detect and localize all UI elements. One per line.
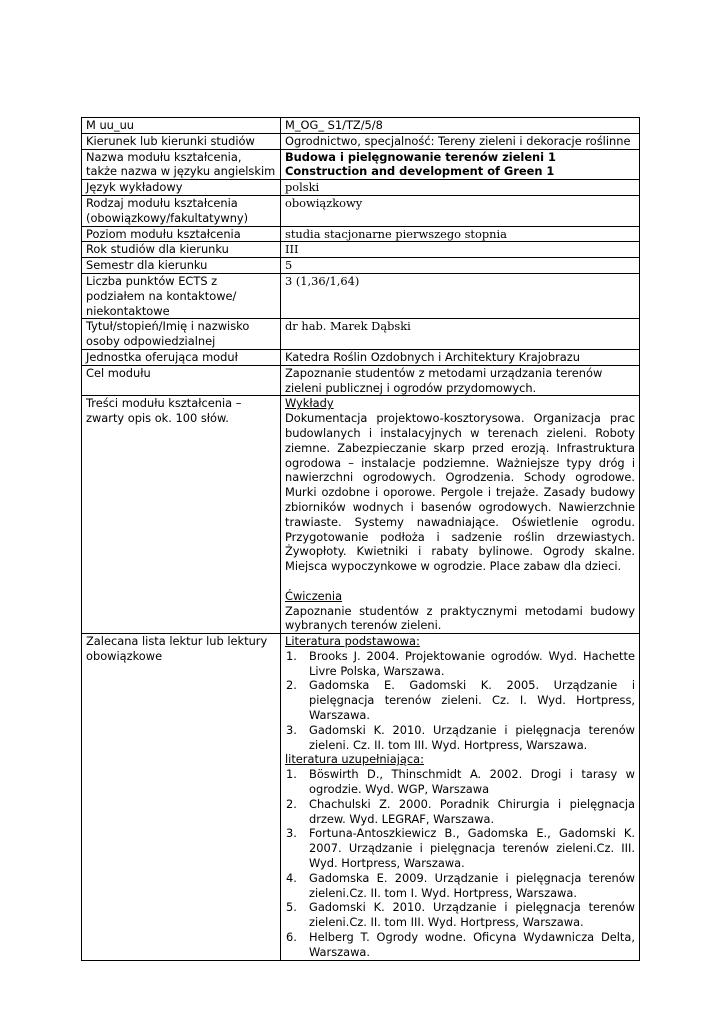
table-row <box>82 195 640 226</box>
row-label: Zalecana lista lektur lub lektury obowiązkowe <box>82 634 281 961</box>
ects-points: 3 (1,36/1,64) <box>281 273 640 318</box>
table-row <box>82 258 640 274</box>
offering-unit: Katedra Roślin Ozdobnych i Architektury Krajobrazu <box>281 349 640 365</box>
exercises-heading: Ćwiczenia <box>285 588 343 603</box>
list-item: 1. Böswirth D., Thinschmidt A. 2002. Drogi i tarasy w ogrodzie. Wyd. WGP, Warszawa <box>286 767 635 797</box>
row-label: Poziom modułu kształcenia <box>82 226 281 242</box>
table-row <box>82 396 640 634</box>
row-label: Semestr dla kierunku <box>82 258 281 274</box>
teaching-language: polski <box>281 180 640 196</box>
table-row <box>82 242 640 258</box>
row-label: Rodzaj modułu kształcenia (obowiązkowy/fakultatywny) <box>82 195 281 226</box>
study-year: III <box>281 242 640 258</box>
row-label: Tytuł/stopień/Imię i nazwisko osoby odpowiedzialnej <box>82 319 281 350</box>
row-label: Nazwa modułu kształcenia, także nazwa w języku angielskim <box>82 149 281 180</box>
list-item: 3. Fortuna-Antoszkiewicz B., Gadomska E., Gadomski K. 2007. Urządzanie i pielęgnacja terenów zieleni.Cz. III. Wyd. Hortpress, Warszawa. <box>286 826 635 871</box>
module-level: studia stacjonarne pierwszego stopnia <box>281 226 640 242</box>
list-item: 6. Helberg T. Ogrody wodne. Oficyna Wydawnicza Delta, Warszawa. <box>286 930 635 959</box>
list-item: 1. Brooks J. 2004. Projektowanie ogrodów. Wyd. Hachette Livre Polska, Warszawa. <box>286 648 635 678</box>
table-row <box>82 118 640 134</box>
module-name-polish: Budowa i pielęgnowanie terenów zieleni 1 <box>285 149 556 164</box>
exercises-text: Zapoznanie studentów z praktycznymi metodami budowy wybranych terenów zieleni. <box>285 603 635 633</box>
table-row <box>82 319 640 350</box>
table-row <box>82 149 640 180</box>
table-row <box>82 226 640 242</box>
row-label: M uu_uu <box>82 118 281 134</box>
supplementary-literature-heading: literatura uzupełniająca: <box>285 752 424 767</box>
module-name-english: Construction and development of Green 1 <box>285 164 555 179</box>
row-label: Liczba punktów ECTS z podziałem na kontaktowe/ niekontaktowe <box>82 273 281 318</box>
row-label: Kierunek lub kierunki studiów <box>82 133 281 149</box>
table-row <box>82 133 640 149</box>
basic-literature-list <box>285 649 635 753</box>
lectures-text: Dokumentacja projektowo-kosztorysowa. Organizacja prac budowlanych i instalacyjnych w terenach zieleni. Roboty ziemne. Zabezpieczanie skarp przed erozją. Infrastruktura ogrodowa – instalacje podziemne. Ważniejsze typy dróg i nawierzchni ogrodowych. Ogrodzenia. Schody ogrodowe. Murki ozdobne i oporowe. Pergole i trejaże. Zasady budowy zbiorników wodnych i basenów ogrodowych. Nawierzchnie trawiaste. Systemy nawadniające. Oświetlenie ogrodu. Przygotowanie podłoża i sadzenie roślin drzewiastych. Żywopłoty. Kwietniki i rabaty bylinowe. Ogrody skalne. Miejsca wypoczynkowe w ogrodzie. Place zabaw dla dzieci. <box>285 411 635 574</box>
module-code: M_OG_ S1/TZ/5/8 <box>281 118 640 134</box>
row-label: Rok studiów dla kierunku <box>82 242 281 258</box>
literature-cell <box>281 634 640 961</box>
spacer <box>285 574 635 589</box>
responsible-person: dr hab. Marek Dąbski <box>281 319 640 350</box>
row-label: Treści modułu kształcenia – zwarty opis ok. 100 słów. <box>82 396 281 634</box>
list-item: 5. Gadomski K. 2010. Urządzanie i pielęgnacja terenów zieleni.Cz. II. tom III. Wyd. Hortpress, Warszawa. <box>286 900 635 930</box>
row-label: Język wykładowy <box>82 180 281 196</box>
module-name-cell <box>281 149 640 180</box>
row-label: Cel modułu <box>82 365 281 396</box>
table-row <box>82 634 640 961</box>
table-row <box>82 273 640 318</box>
row-label: Jednostka oferująca moduł <box>82 349 281 365</box>
module-syllabus-table <box>81 117 640 961</box>
basic-literature-heading: Literatura podstawowa: <box>285 634 420 649</box>
table-row <box>82 365 640 396</box>
list-item: 2. Gadomska E. Gadomski K. 2005. Urządzanie i pielęgnacja terenów zieleni. Cz. I. Wyd. Hortpress, Warszawa. <box>286 678 635 723</box>
table-row <box>82 349 640 365</box>
module-content-cell <box>281 396 640 634</box>
table-row <box>82 180 640 196</box>
list-item: 3. Gadomski K. 2010. Urządzanie i pielęgnacja terenów zieleni. Cz. II. tom III. Wyd. Hortpress, Warszawa. <box>286 722 635 752</box>
supplementary-literature-list <box>285 767 635 959</box>
module-goal: Zapoznanie studentów z metodami urządzania terenów zieleni publicznej i ogrodów przydomowych. <box>281 365 640 396</box>
list-item: 4. Gadomska E. 2009. Urządzanie i pielęgnacja terenów zieleni.Cz. II. tom I. Wyd. Hortpress, Warszawa. <box>286 870 635 900</box>
list-item: 2. Chachulski Z. 2000. Poradnik Chirurgia i pielęgnacja drzew. Wyd. LEGRAF, Warszawa. <box>286 796 635 826</box>
semester: 5 <box>281 258 640 274</box>
lectures-heading: Wykłady <box>285 396 334 411</box>
module-type: obowiązkowy <box>281 195 640 226</box>
field-of-study: Ogrodnictwo, specjalność: Tereny zieleni i dekoracje roślinne <box>281 133 640 149</box>
